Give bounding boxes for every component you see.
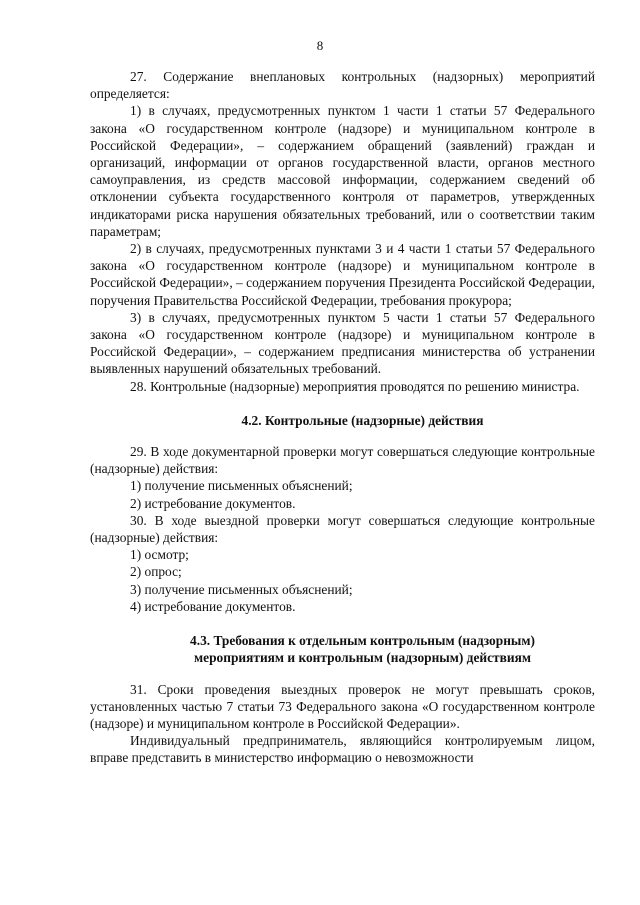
paragraph-27-item-3: 3) в случаях, предусмотренных пунктом 5 части 1 статьи 57 Федерального закона «О государственном контроле (надзоре) и муниципальном контроле в Российской Федерации», – содержанием предписания министерства об устранении выявленных нарушений обязательных требований.: [90, 309, 595, 377]
section-heading-4-3-line-1: 4.3. Требования к отдельным контрольным (надзорным): [190, 633, 535, 649]
page-number: 8: [316, 38, 324, 53]
section-heading-4-3-line-2: мероприятиям и контрольным (надзорным) действиям: [194, 650, 531, 666]
document-body: [90, 68, 595, 767]
paragraph-31-continuation: Индивидуальный предприниматель, являющийся контролируемым лицом, вправе представить в министерство информацию о невозможности: [90, 733, 595, 766]
list-item: 3) получение письменных объяснений;: [130, 581, 353, 597]
list-item: 1) осмотр;: [130, 547, 189, 563]
list-item: 2) истребование документов.: [130, 495, 296, 511]
spacer: [90, 429, 595, 443]
paragraph-29-intro: 29. В ходе документарной проверки могут совершаться следующие контрольные (надзорные) действия:: [90, 444, 595, 477]
paragraph-31: 31. Сроки проведения выездных проверок не могут превышать сроков, установленных частью 7 статьи 73 Федерального закона «О государственном контроле (надзоре) и муниципальном контроле в Российской Федерации».: [90, 681, 595, 731]
list-item: 4) истребование документов.: [130, 598, 296, 614]
paragraph-28: 28. Контрольные (надзорные) мероприятия проводятся по решению министра.: [130, 378, 580, 394]
spacer: [90, 667, 595, 681]
paragraph-27-intro: 27. Содержание внеплановых контрольных (надзорных) мероприятий определяется:: [90, 69, 595, 102]
paragraph-27-item-2: 2) в случаях, предусмотренных пунктами 3 и 4 части 1 статьи 57 Федерального закона «О государственном контроле (надзоре) и муниципальном контроле в Российской Федерации», – содержанием поручения Президента Российской Федерации, поручения Правительства Российской Федерации, требования прокурора;: [90, 241, 595, 308]
list-item: 1) получение письменных объяснений;: [130, 478, 353, 494]
list-item: 2) опрос;: [130, 564, 182, 580]
paragraph-27-item-1: 1) в случаях, предусмотренных пунктом 1 части 1 статьи 57 Федерального закона «О государственном контроле (надзоре) и муниципальном контроле в Российской Федерации», – содержанием обращений (заявлений) граждан и организаций, информации от органов государственной власти, органов местного самоуправления, из средств массовой информации, содержанием сведений об отклонении субъекта государственного контроля от параметров, утвержденных индикаторами риска нарушения обязательных требований, или о соответствии таким параметрам;: [90, 103, 595, 239]
spacer: [90, 615, 595, 632]
paragraph-30-intro: 30. В ходе выездной проверки могут совершаться следующие контрольные (надзорные) действия:: [90, 512, 595, 546]
spacer: [90, 395, 595, 412]
section-heading-4-2: 4.2. Контрольные (надзорные) действия: [241, 412, 484, 428]
